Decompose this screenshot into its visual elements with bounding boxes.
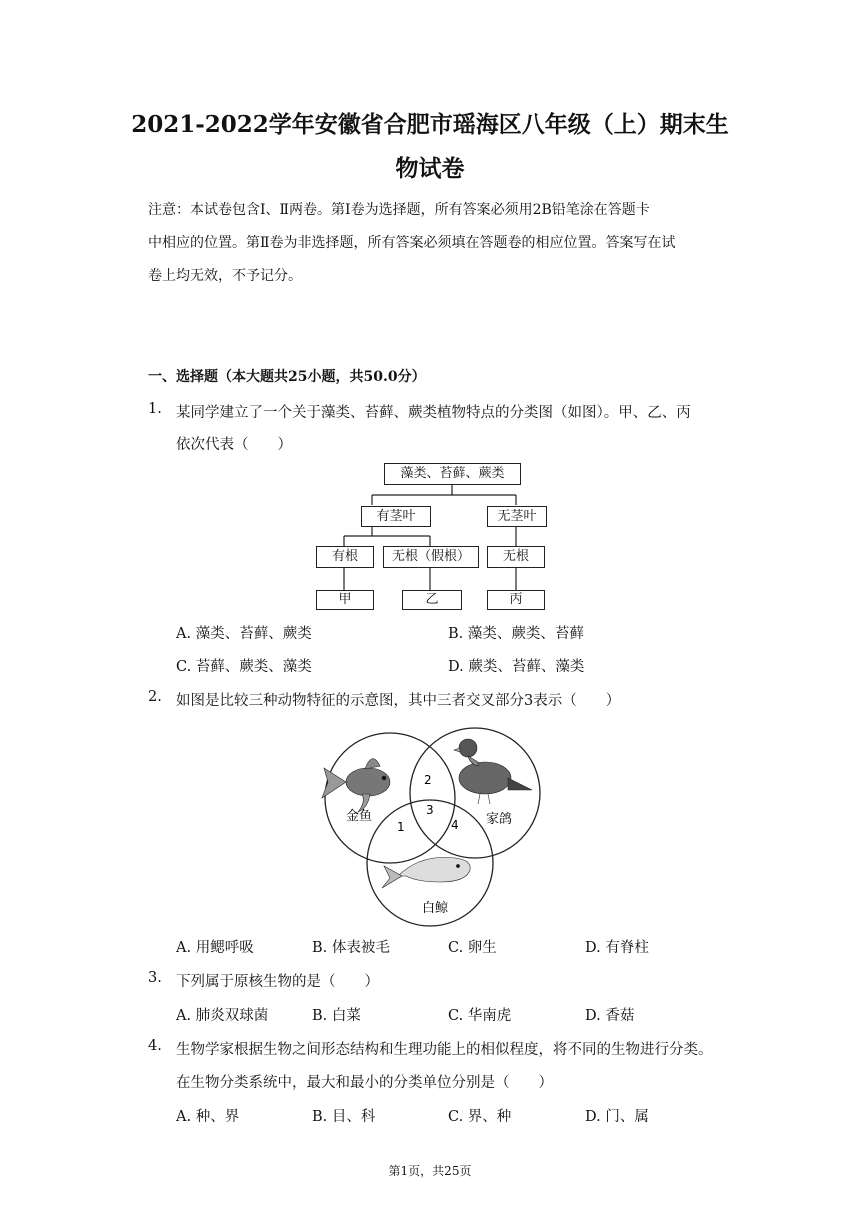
q4-text-line-1: 生物学家根据生物之间形态结构和生理功能上的相似程度，将不同的生物进行分类。: [176, 1042, 713, 1058]
q2-option-a[interactable]: A. 用鳃呼吸: [176, 940, 254, 956]
q3-option-a[interactable]: A. 肺炎双球菌: [176, 1008, 269, 1024]
q4-option-c[interactable]: C. 界、种: [448, 1109, 512, 1125]
q1-option-a[interactable]: A. 藻类、苔藓、蕨类: [176, 626, 312, 642]
q2-number: 2.: [148, 689, 162, 705]
label-fish: 金鱼: [346, 809, 373, 824]
node-without-stem-leaf: 无茎叶: [487, 506, 547, 527]
q1-option-d[interactable]: D. 蕨类、苔藓、藻类: [448, 659, 585, 675]
node-false-root: 无根（假根）: [383, 546, 479, 568]
page-title-line1: 2021-2022学年安徽省合肥市瑶海区八年级（上）期末生: [131, 111, 729, 138]
q3-text: 下列属于原核生物的是（ ）: [176, 974, 379, 990]
fish-circle: [325, 733, 455, 863]
q1-number: 1.: [148, 401, 162, 417]
goldfish-icon: [322, 759, 390, 812]
notice-line-2: 中相应的位置。第Ⅱ卷为非选择题，所有答案必须填在答题卷的相应位置。答案写在试: [148, 235, 676, 251]
notice-line-1: 注意：本试卷包含Ⅰ、Ⅱ两卷。第Ⅰ卷为选择题，所有答案必须用2B铅笔涂在答题卡: [148, 202, 650, 218]
region-2: 2: [424, 773, 432, 787]
page-footer: 第1页，共25页: [388, 1164, 472, 1178]
region-4: 4: [451, 818, 459, 832]
notice-line-3: 卷上均无效，不予记分。: [148, 268, 302, 284]
node-with-root: 有根: [316, 546, 374, 568]
q3-number: 3.: [148, 970, 162, 986]
node-root: 藻类、苔藓、蕨类: [384, 463, 521, 485]
q4-number: 4.: [148, 1038, 162, 1054]
q1-text-line-1: 某同学建立了一个关于藻类、苔藓、蕨类植物特点的分类图（如图）。甲、乙、丙: [176, 405, 691, 421]
region-1: 1: [397, 820, 405, 834]
q2-option-d[interactable]: D. 有脊柱: [585, 940, 649, 956]
q1-option-b[interactable]: B. 藻类、蕨类、苔藓: [448, 626, 584, 642]
q4-option-a[interactable]: A. 种、界: [176, 1109, 240, 1125]
pigeon-icon: [454, 739, 532, 804]
whale-icon: [382, 857, 470, 888]
page-title-line2: 物试卷: [395, 155, 465, 182]
node-jia: 甲: [316, 590, 374, 610]
q1-text-line-2: 依次代表（ ）: [176, 437, 292, 453]
q2-text: 如图是比较三种动物特征的示意图，其中三者交叉部分3表示（ ）: [176, 693, 621, 709]
region-3: 3: [426, 803, 434, 817]
q3-option-c[interactable]: C. 华南虎: [448, 1008, 512, 1024]
q4-text-line-2: 在生物分类系统中，最大和最小的分类单位分别是（ ）: [176, 1075, 553, 1091]
label-pigeon: 家鸽: [486, 812, 513, 827]
node-with-stem-leaf: 有茎叶: [361, 506, 431, 527]
q4-option-d[interactable]: D. 门、属: [585, 1109, 649, 1125]
q2-option-b[interactable]: B. 体表被毛: [312, 940, 390, 956]
venn-diagram: [310, 720, 550, 930]
q2-option-c[interactable]: C. 卵生: [448, 940, 497, 956]
q4-option-b[interactable]: B. 目、科: [312, 1109, 376, 1125]
q3-option-d[interactable]: D. 香菇: [585, 1008, 635, 1024]
section-heading: 一、选择题（本大题共25小题，共50.0分）: [148, 369, 426, 385]
node-yi: 乙: [402, 590, 462, 610]
q1-option-c[interactable]: C. 苔藓、蕨类、藻类: [176, 659, 312, 675]
node-no-root: 无根: [487, 546, 545, 568]
node-bing: 丙: [487, 590, 545, 610]
q3-option-b[interactable]: B. 白菜: [312, 1008, 361, 1024]
label-whale: 白鲸: [422, 901, 449, 916]
